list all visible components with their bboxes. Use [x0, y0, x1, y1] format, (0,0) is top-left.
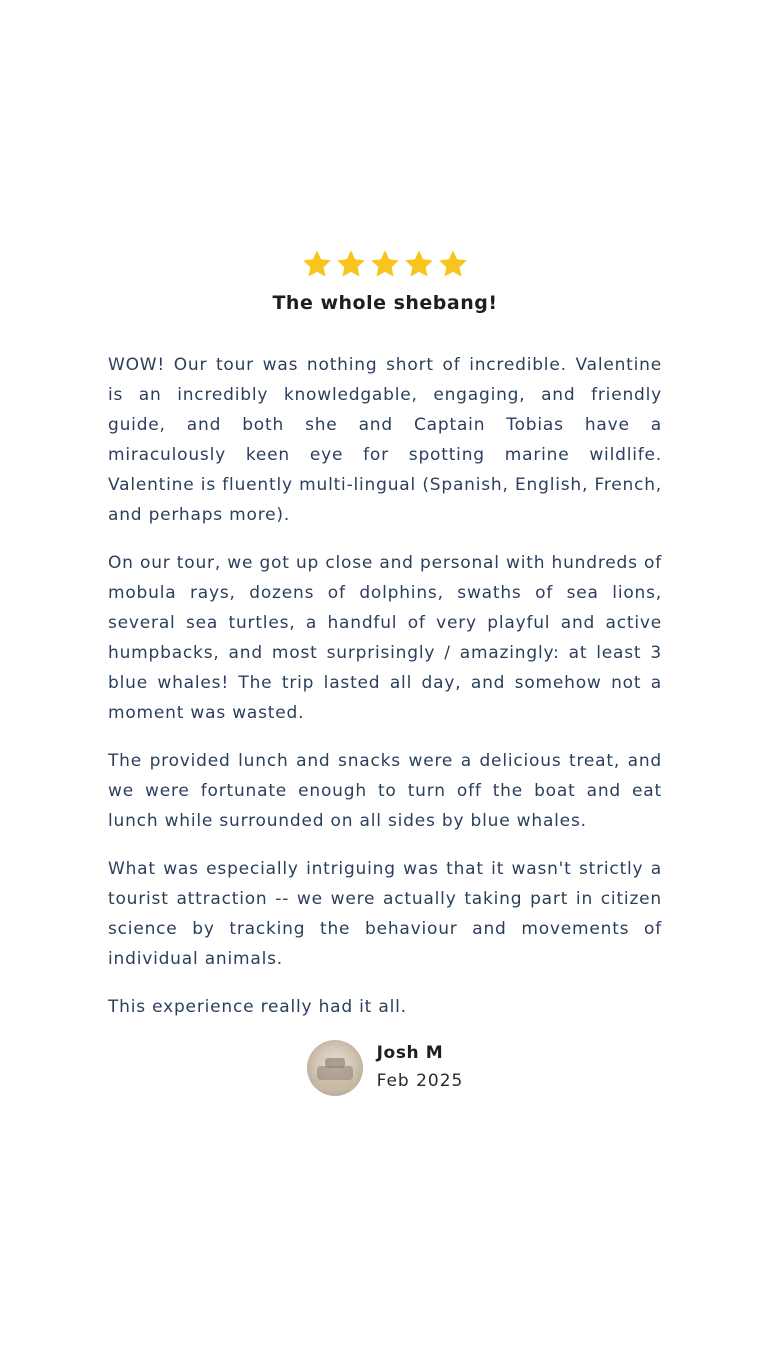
review-paragraph: This experience really had it all. — [108, 997, 407, 1017]
review-body — [108, 350, 662, 1022]
review-card — [108, 248, 662, 1096]
star-icon — [437, 248, 469, 282]
author-info — [377, 1040, 464, 1096]
review-author — [108, 1040, 662, 1096]
review-date: Feb 2025 — [376, 1071, 464, 1091]
star-rating — [108, 248, 662, 282]
star-icon — [369, 248, 401, 282]
star-icon — [301, 248, 333, 282]
review-paragraph: What was especially intriguing was that it wasn't strictly a tourist attraction -- we were actually taking part in citizen science by tracking the behaviour and movements of individual animals. — [108, 859, 662, 969]
review-paragraph: The provided lunch and snacks were a delicious treat, and we were fortunate enough to turn off the boat and eat lunch while surrounded on all sides by blue whales. — [108, 751, 662, 831]
star-icon — [335, 248, 367, 282]
review-title: The whole shebang! — [272, 292, 498, 314]
review-paragraph: WOW! Our tour was nothing short of incredible. Valentine is an incredibly knowledgable, engaging, and friendly guide, and both she and Captain Tobias have a miraculously keen eye for spotting marine wildlife. Valentine is fluently multi-lingual (Spanish, English, French, and perhaps more). — [108, 355, 662, 525]
star-icon — [403, 248, 435, 282]
review-paragraph: On our tour, we got up close and personal with hundreds of mobula rays, dozens of dolphins, swaths of sea lions, several sea turtles, a handful of very playful and active humpbacks, and most surprisingly / amazingly: at least 3 blue whales! The trip lasted all day, and somehow not a moment was wasted. — [108, 553, 662, 723]
author-name: Josh M — [376, 1043, 444, 1063]
avatar — [307, 1040, 363, 1096]
